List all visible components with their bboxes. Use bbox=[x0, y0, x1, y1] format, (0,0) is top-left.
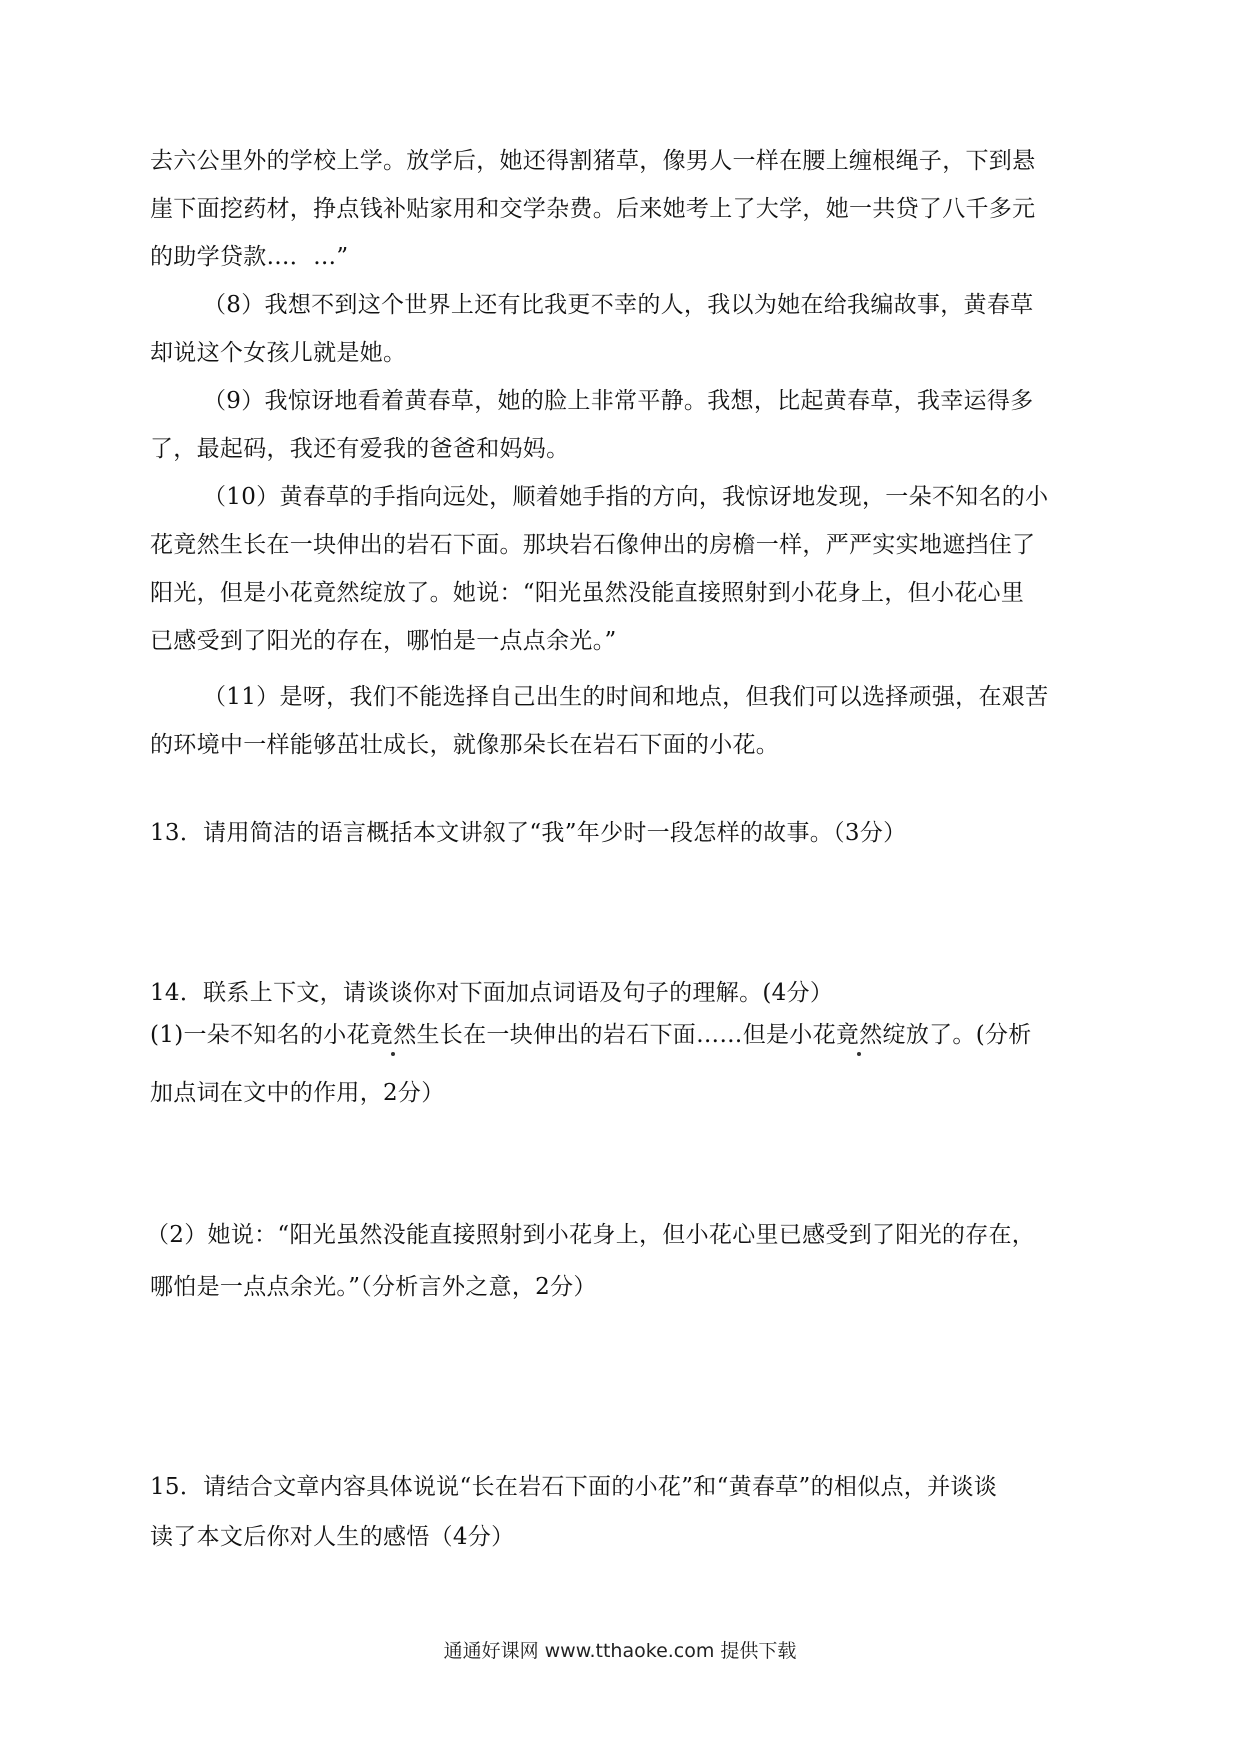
passage-line: 已感受到了阳光的存在，哪怕是一点点余光。” bbox=[150, 628, 617, 654]
passage-line: 去六公里外的学校上学。放学后，她还得割猪草，像男人一样在腰上缠根绳子，下到悬 bbox=[150, 148, 1036, 174]
question-14-1-text: (1)一朵不知名的小花 bbox=[150, 1022, 370, 1048]
passage-line: （8）我想不到这个世界上还有比我更不幸的人，我以为她在给我编故事，黄春草 bbox=[203, 292, 1034, 318]
passage-line: 花竟然生长在一块伸出的岩石下面。那块岩石像伸出的房檐一样，严严实实地遮挡住了 bbox=[150, 532, 1036, 558]
question-14-title: 14．联系上下文，请谈谈你对下面加点词语及句子的理解。(4分） bbox=[150, 980, 834, 1006]
question-14-2: （2）她说：“阳光虽然没能直接照射到小花身上，但小花心里已感受到了阳光的存在， bbox=[146, 1222, 1036, 1248]
question-15: 15．请结合文章内容具体说说“长在岩石下面的小花”和“黄春草”的相似点，并谈谈 bbox=[150, 1474, 997, 1500]
passage-line: （9）我惊讶地看着黄春草，她的脸上非常平静。我想，比起黄春草，我幸运得多 bbox=[203, 388, 1034, 414]
page-footer: 通通好课网 www.tthaoke.com 提供下载 bbox=[443, 1640, 797, 1662]
question-15-line2: 读了本文后你对人生的感悟（4分） bbox=[150, 1524, 515, 1550]
passage-line: 的助学贷款…．…” bbox=[150, 244, 349, 270]
question-14-2-line2: 哪怕是一点点余光。”（分析言外之意，2分） bbox=[150, 1274, 597, 1300]
question-14-1-text: 绽放了。(分析 bbox=[882, 1022, 1032, 1048]
emphasis-dot-word: 竟然 bbox=[835, 1022, 883, 1048]
passage-line: 阳光，但是小花竟然绽放了。她说：“阳光虽然没能直接照射到小花身上，但小花心里 bbox=[150, 580, 1025, 606]
question-13: 13．请用简洁的语言概括本文讲叙了“我”年少时一段怎样的故事。（3分） bbox=[150, 820, 907, 846]
emphasis-dot-word: 竟然 bbox=[369, 1022, 417, 1048]
question-14-1 bbox=[150, 1024, 1032, 1047]
question-14-1-line2: 加点词在文中的作用，2分） bbox=[150, 1080, 445, 1106]
passage-line: 了，最起码，我还有爱我的爸爸和妈妈。 bbox=[150, 436, 570, 462]
passage-line: 却说这个女孩儿就是她。 bbox=[150, 340, 407, 366]
passage-line: 的环境中一样能够茁壮成长，就像那朵长在岩石下面的小花。 bbox=[150, 732, 780, 758]
question-14-1-text: 生长在一块伸出的岩石下面……但是小花 bbox=[416, 1022, 836, 1048]
passage-line: （11）是呀，我们不能选择自己出生的时间和地点，但我们可以选择顽强，在艰苦 bbox=[203, 684, 1049, 710]
passage-line: 崖下面挖药材，挣点钱补贴家用和交学杂费。后来她考上了大学，她一共贷了八千多元 bbox=[150, 196, 1036, 222]
passage-line: （10）黄春草的手指向远处，顺着她手指的方向，我惊讶地发现，一朵不知名的小 bbox=[203, 484, 1049, 510]
